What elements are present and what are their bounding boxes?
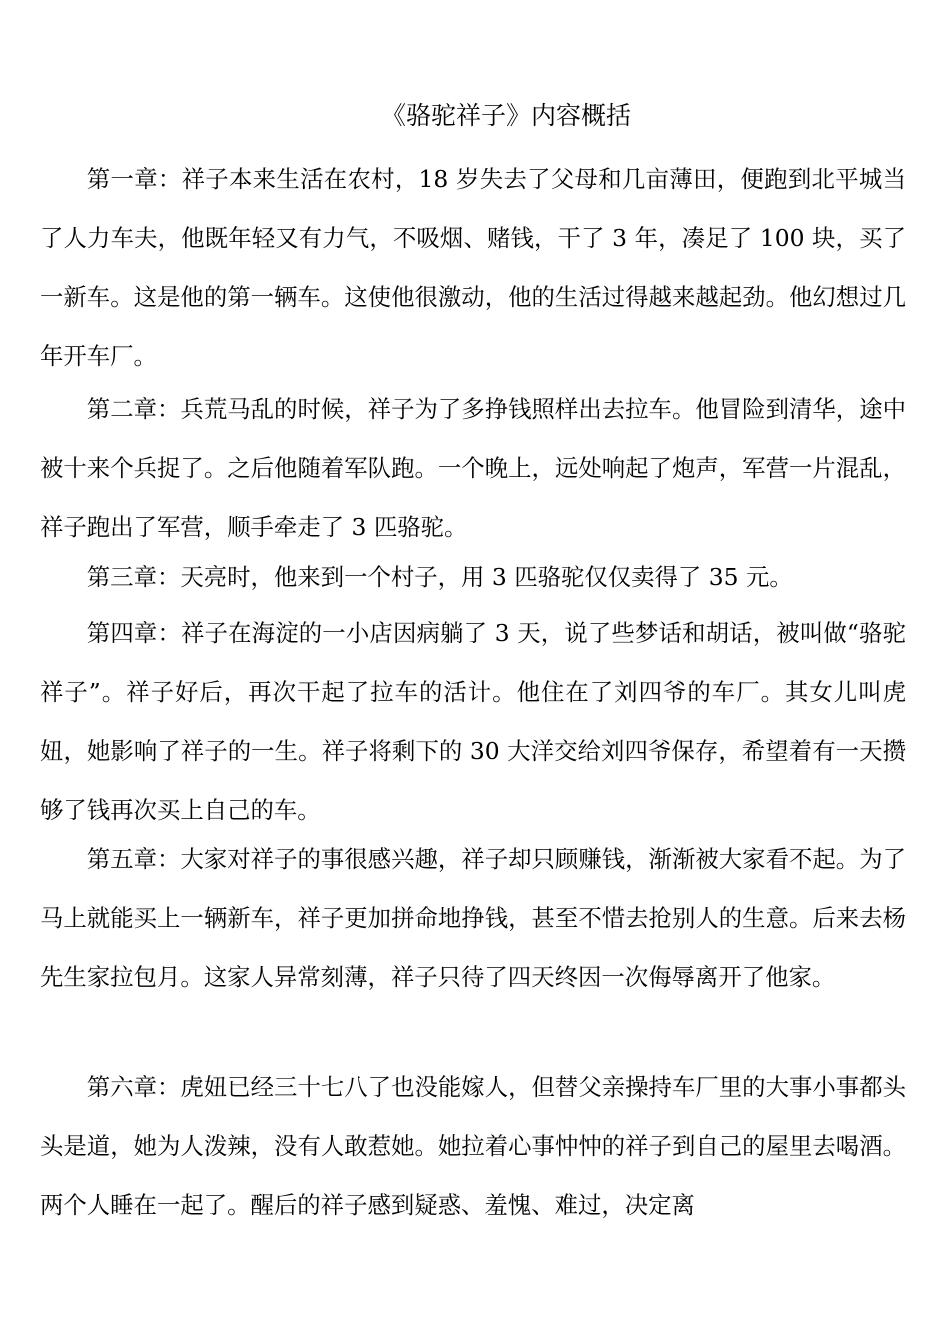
paragraph-chapter-2: 第二章：兵荒马乱的时候，祥子为了多挣钱照样出去拉车。他冒险到清华，途中被十来个兵捉了。之后他随着军队跑。一个晚上，远处响起了炮声，军营一片混乱，祥子跑出了军营，顺手牵走了 3 匹骆驼。 <box>40 395 906 541</box>
paragraph-chapter-4: 第四章：祥子在海淀的一小店因病躺了 3 天，说了些梦话和胡话，被叫做“骆驼祥子”。祥子好后，再次干起了拉车的活计。他住在了刘四爷的车厂。其女儿叫虎妞，她影响了祥子的一生。祥子将剩下的 30 大洋交给刘四爷保存，希望着有一天攒够了钱再次买上自己的车。 <box>40 619 906 824</box>
paragraph-chapter-3: 第三章：天亮时，他来到一个村子，用 3 匹骆驼仅仅卖得了 35 元。 <box>86 563 793 591</box>
paragraph-chapter-6: 第六章：虎妞已经三十七八了也没能嫁人，但替父亲操持车厂里的大事小事都头头是道，她为人泼辣，没有人敢惹她。她拉着心事忡忡的祥子到自己的屋里去喝酒。两个人睡在一起了。醒后的祥子感到疑惑、羞愧、难过，决定离 <box>40 1073 906 1219</box>
paragraph-chapter-1: 第一章：祥子本来生活在农村，18 岁失去了父母和几亩薄田，便跑到北平城当了人力车夫，他既年轻又有力气，不吸烟、赌钱，干了 3 年，凑足了 100 块，买了一新车。这是他的第一辆车。这使他很激动，他的生活过得越来越起劲。他幻想过几年开车厂。 <box>40 165 906 370</box>
paragraph-chapter-5: 第五章：大家对祥子的事很感兴趣，祥子却只顾赚钱，渐渐被大家看不起。为了马上就能买上一辆新车，祥子更加拼命地挣钱，甚至不惜去抢别人的生意。后来去杨先生家拉包月。这家人异常刻薄，祥子只待了四天终因一次侮辱离开了他家。 <box>40 845 906 991</box>
document-title: 《骆驼祥子》内容概括 <box>380 101 631 130</box>
